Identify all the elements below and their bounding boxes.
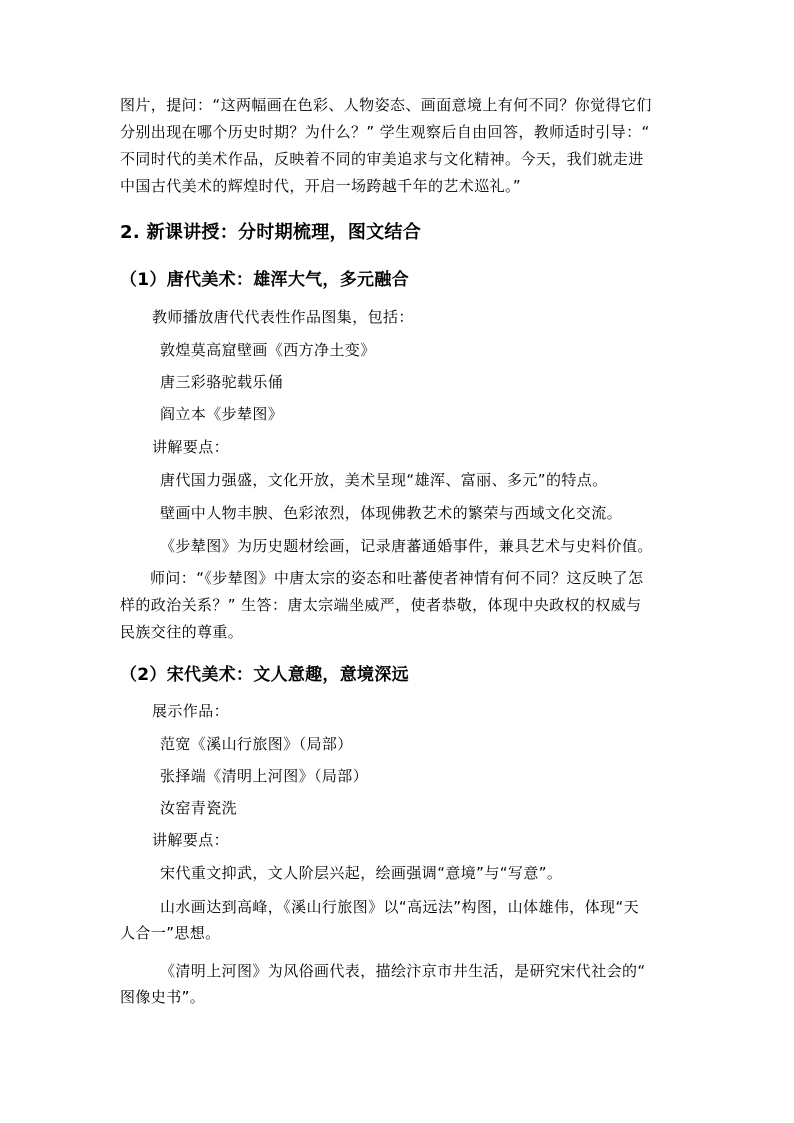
tang-work-2: 唐三彩骆驼载乐俑: [160, 373, 284, 391]
tang-qa-line-2: 样的政治关系？” 生答：唐太宗端坐威严，使者恭敬，体现中央政权的权威与: [120, 596, 642, 614]
song-work-3: 汝窑青瓷洗: [160, 799, 238, 817]
tang-points-label: 讲解要点：: [152, 438, 230, 456]
intro-line-1: 图片，提问：“这两幅画在色彩、人物姿态、画面意境上有何不同？你觉得它们: [120, 96, 652, 114]
song-point-3-line-2: 图像史书”。: [120, 988, 206, 1006]
section-2-heading: 2. 新课讲授：分时期梳理，图文结合: [120, 222, 422, 243]
tang-qa-line-1: 师问：“《步辇图》中唐太宗的姿态和吐蕃使者神情有何不同？这反映了怎: [150, 569, 644, 587]
song-point-2-line-2: 人合一”思想。: [120, 924, 221, 942]
intro-line-3: 不同时代的美术作品，反映着不同的审美追求与文化精神。今天，我们就走进: [120, 150, 644, 168]
tang-point-1: 唐代国力强盛，文化开放，美术呈现“雄浑、富丽、多元”的特点。: [160, 471, 608, 489]
intro-line-2: 分别出现在哪个历史时期？为什么？” 学生观察后自由回答，教师适时引导：“: [120, 123, 650, 141]
tang-point-2: 壁画中人物丰腴、色彩浓烈，体现佛教艺术的繁荣与西域文化交流。: [160, 504, 623, 522]
song-point-3-line-1: 《清明上河图》为风俗画代表，描绘汴京市井生活，是研究宋代社会的“: [160, 962, 646, 980]
intro-line-4: 中国古代美术的辉煌时代，开启一场跨越千年的艺术巡礼。”: [120, 177, 522, 195]
song-points-label: 讲解要点：: [152, 831, 230, 849]
tang-intro: 教师播放唐代代表性作品图集，包括：: [152, 308, 414, 326]
song-point-1: 宋代重文抑武，文人阶层兴起，绘画强调“意境”与“写意”。: [160, 864, 563, 882]
song-point-2-line-1: 山水画达到高峰，《溪山行旅图》以“高远法”构图，山体雄伟，体现“天: [160, 898, 640, 916]
tang-point-3: 《步辇图》为历史题材绘画，记录唐蕃通婚事件，兼具艺术与史料价值。: [160, 537, 653, 555]
song-work-1: 范宽《溪山行旅图》（局部）: [160, 735, 353, 753]
tang-heading: （1）唐代美术：雄浑大气，多元融合: [120, 270, 409, 290]
tang-work-1: 敦煌莫高窟壁画《西方净土变》: [160, 341, 376, 359]
tang-work-3: 阎立本《步辇图》: [160, 405, 284, 423]
song-heading: （2）宋代美术：文人意趣，意境深远: [120, 665, 409, 685]
tang-qa-line-3: 民族交往的尊重。: [120, 623, 244, 641]
song-work-2: 张择端《清明上河图》（局部）: [160, 767, 369, 785]
song-intro: 展示作品：: [152, 702, 230, 720]
